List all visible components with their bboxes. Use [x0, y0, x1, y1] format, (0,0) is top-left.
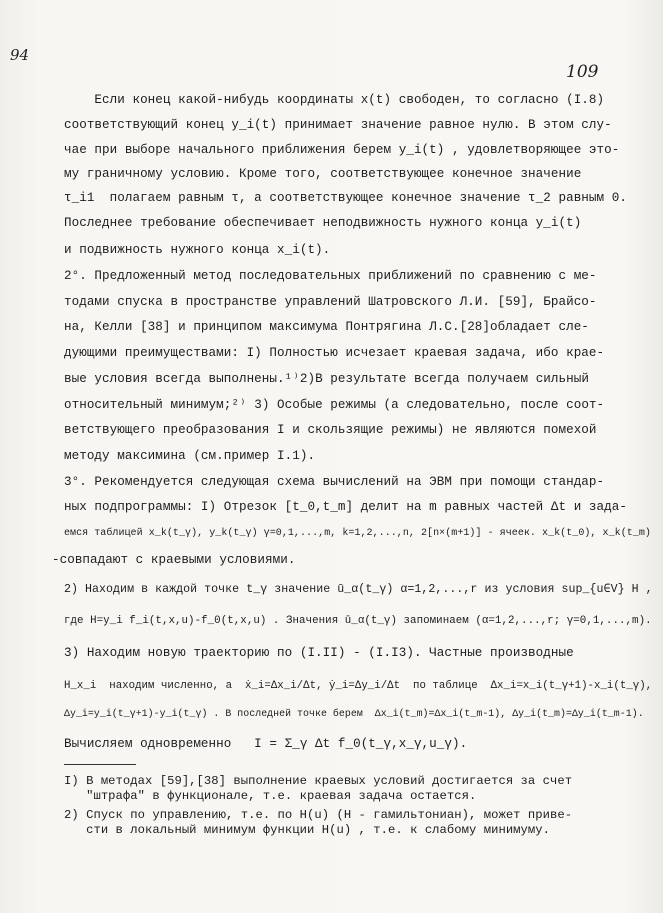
- archive-number: 94: [10, 46, 30, 64]
- text-line: методу максимина (см.пример I.1).: [64, 449, 316, 463]
- text-line: емся таблицей x_k(t_γ), y_k(t_γ) γ=0,1,...,m, k=1,2,...,n, 2[n×(m+1)] - ячеек. x_k(t_0), x_k(t_m): [64, 528, 651, 539]
- text-line: 2°. Предложенный метод последовательных приближений по сравнению с ме-: [64, 269, 597, 283]
- text-line: Если конец какой-нибудь координаты x(t) свободен, то согласно (I.8): [64, 93, 605, 107]
- text-line: τ_i1 полагаем равным τ, а соответствующее конечное значение τ_2 равным 0.: [64, 191, 627, 205]
- text-line: 3) Находим новую траекторию по (I.II) - (I.I3). Частные производные: [64, 646, 574, 660]
- footnote-line: 2) Спуск по управлению, т.е. по H(u) (H - гамильтониан), может приве-: [64, 808, 573, 822]
- text-line: относительный минимум;²⁾ 3) Особые режимы (а следовательно, после соот-: [64, 398, 605, 412]
- text-line: Вычисляем одновременно I = Σ_γ Δt f_0(t_γ,x_γ,u_γ).: [64, 737, 468, 751]
- text-line: -совпадают с краевыми условиями.: [52, 553, 296, 567]
- footnote-rule: [64, 764, 136, 765]
- text-line: H_x_i находим численно, а ẋ_i=Δx_i/Δt, ẏ_i=Δy_i/Δt по таблице Δx_i=x_i(t_γ+1)-x_i(t_γ),: [64, 680, 653, 692]
- text-line: ветствующего преобразования I и скользящие режимы) не являются помехой: [64, 423, 597, 437]
- text-line: 2) Находим в каждой точке t_γ значение ū_α(t_γ) α=1,2,...,r из условия sup_{u∈V} H ,: [64, 583, 653, 596]
- text-line: ных подпрограммы: I) Отрезок [t_0,t_m] делит на m равных частей Δt и зада-: [64, 500, 627, 514]
- text-line: вые условия всегда выполнены.¹⁾2)В результате всегда получаем сильный: [64, 372, 589, 386]
- text-line: Δy_i=y_i(t_γ+1)-y_i(t_γ) . В последней точке берем Δx_i(t_m)=Δx_i(t_m-1), Δy_i(t_m)=Δy_i(t_m-1).: [64, 708, 644, 719]
- footnote-line: I) В методах [59],[38] выполнение краевых условий достигается за счет: [64, 774, 573, 788]
- text-line: чае при выборе начального приближения берем y_i(t) , удовлетворяющее это-: [64, 143, 620, 157]
- text-line: 3°. Рекомендуется следующая схема вычислений на ЭВМ при помощи стандар-: [64, 475, 605, 489]
- text-line: му граничному условию. Кроме того, соответствующее конечное значение: [64, 167, 582, 181]
- text-line: на, Келли [38] и принципом максимума Понтрягина Л.С.[28]обладает сле-: [64, 320, 589, 334]
- text-line: тодами спуска в пространстве управлений Шатровского Л.И. [59], Брайсо-: [64, 295, 597, 309]
- footnote-line: сти в локальный минимум функции H(u) , т.е. к слабому минимуму.: [64, 823, 551, 837]
- text-line: Последнее требование обеспечивает неподвижность нужного конца y_i(t): [64, 216, 582, 230]
- text-line: где H=y_i f_i(t,x,u)-f_0(t,x,u) . Значения ū_α(t_γ) запоминаем (α=1,2,...,r; γ=0,1,...,m).: [64, 615, 652, 627]
- page-number: 109: [566, 62, 599, 82]
- text-line: дующими преимуществами: I) Полностью исчезает краевая задача, ибо крае-: [64, 346, 605, 360]
- footnote-line: "штрафа" в функционале, т.е. краевая задача остается.: [64, 789, 477, 803]
- text-line: соответствующий конец y_i(t) принимает значение равное нулю. В этом слу-: [64, 118, 612, 132]
- text-line: и подвижность нужного конца x_i(t).: [64, 243, 331, 257]
